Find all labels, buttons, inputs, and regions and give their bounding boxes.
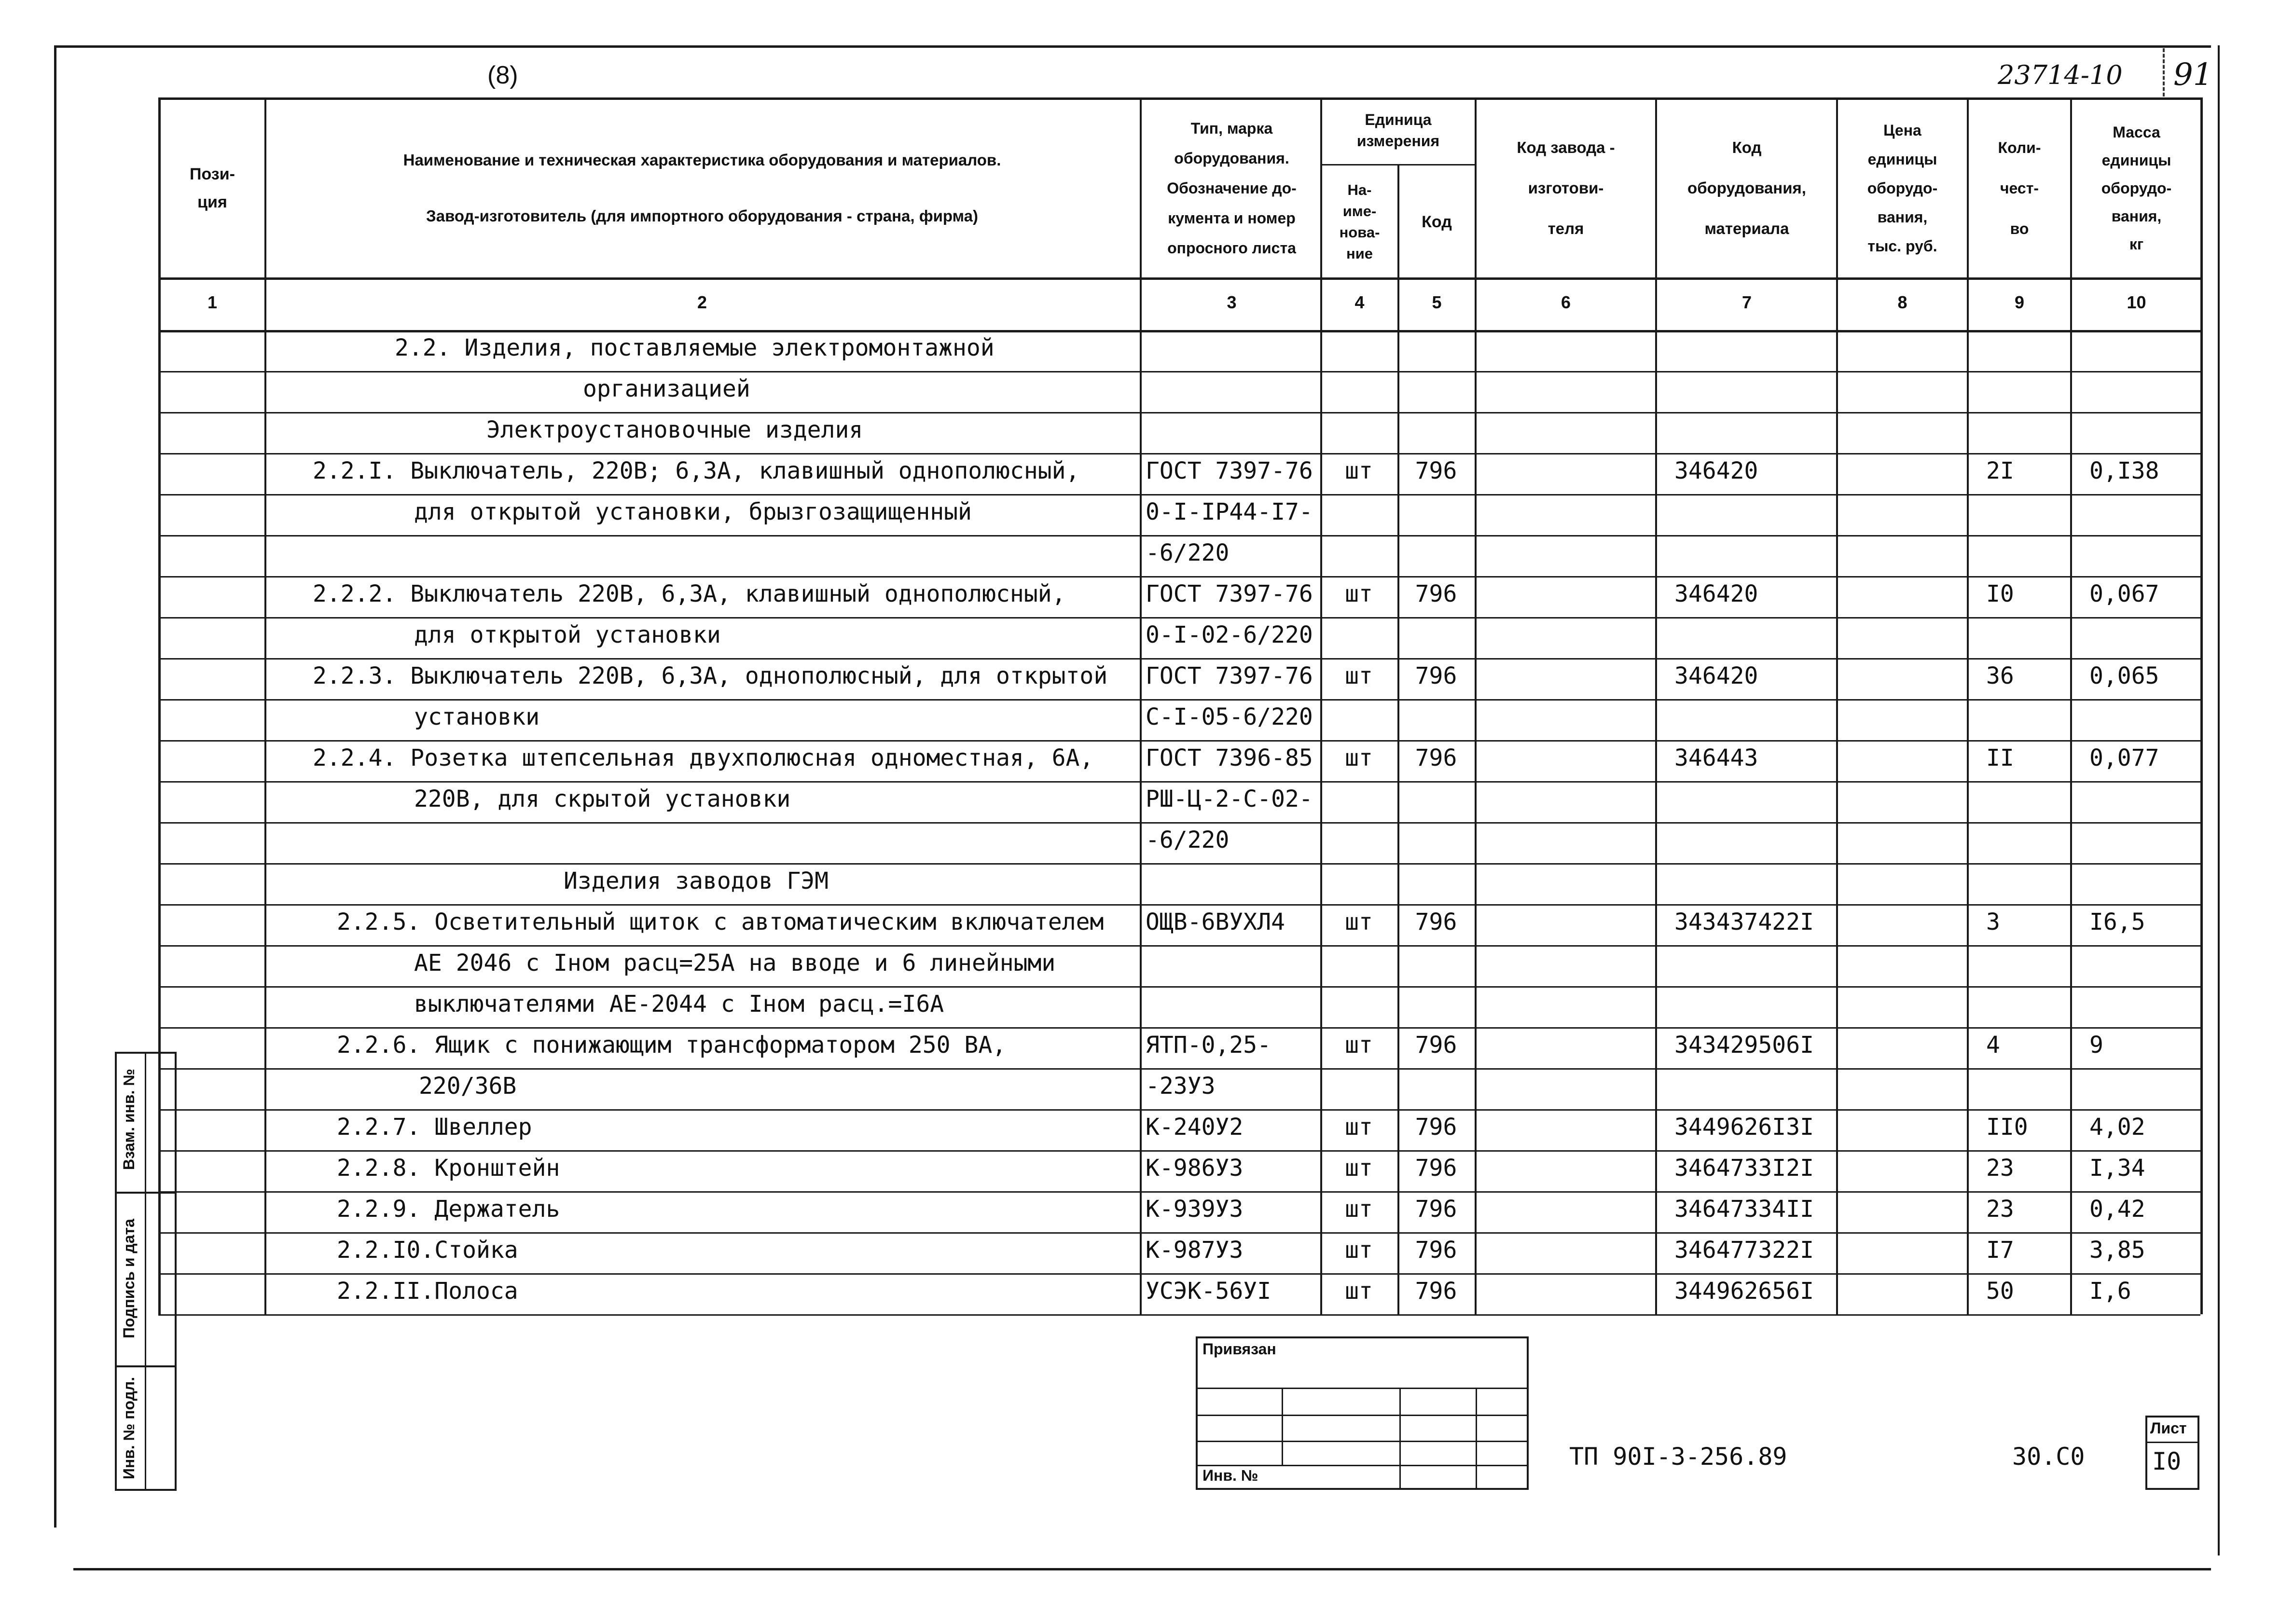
table-grid-line [158,740,2200,742]
cell-name: 2.2.II.Полоса [337,1277,518,1305]
cell-code: 796 [1415,1195,1457,1223]
cell-type: РШ-Ц-2-С-02- [1146,785,1313,812]
table-grid-line [158,658,2200,660]
cell-item-code: 344962656I [1674,1277,1814,1305]
sheet-box-divider [2145,1442,2199,1443]
cell-qty: 23 [1986,1154,2014,1182]
cell-qty: II [1986,744,2014,771]
cell-mass: 0,067 [2089,580,2159,607]
cell-type: 0-I-02-6/220 [1146,621,1313,648]
cell-item-code: 346420 [1674,662,1758,689]
cell-name: 2.2.4. Розетка штепсельная двухполюсная одноместная, 6А, [313,744,1094,771]
cell-name: для открытой установки [414,621,721,648]
column-number: 8 [1897,292,1907,312]
cell-qty: 2I [1986,457,2014,484]
cell-code: 796 [1415,1154,1457,1182]
cell-code: 796 [1415,744,1457,771]
side-label-vzam: Взам. инв. № [120,1069,138,1170]
cell-mass: I6,5 [2089,908,2145,936]
cell-unit: шт [1345,457,1373,484]
cell-code: 796 [1415,457,1457,484]
cell-code: 796 [1415,1277,1457,1305]
cell-type: К-986У3 [1146,1154,1244,1182]
cell-mass: I,6 [2089,1277,2131,1305]
table-grid-line [158,371,2200,372]
cell-name: Электроустановочные изделия [486,416,863,443]
table-grid-line [1967,97,1969,1314]
doc-code: ТП 90I-3-256.89 [1569,1443,1787,1471]
cell-name: 2.2.6. Ящик с понижающим трансформатором 250 ВА, [337,1031,1007,1059]
column-number: 2 [697,292,707,312]
cell-qty: I7 [1986,1236,2014,1264]
cell-name: выключателями АЕ-2044 с Iном расц.=I6А [414,990,944,1018]
stamp-line [1196,1415,1529,1416]
cell-item-code: 343437422I [1674,908,1814,936]
cell-code: 796 [1415,1113,1457,1141]
cell-type: ГОСТ 7396-85 [1146,744,1313,771]
frame-left-line [54,45,56,1528]
table-grid-line [158,1027,2200,1029]
table-grid-line [158,863,2200,865]
cell-name: 2.2.8. Кронштейн [337,1154,560,1182]
table-grid-line [1475,97,1477,1314]
table-grid-line [158,1109,2200,1111]
cell-qty: 3 [1986,908,2000,936]
corner-box [2163,48,2168,96]
table-grid-line [158,1150,2200,1152]
cell-type: ГОСТ 7397-76 [1146,662,1313,689]
cell-code: 796 [1415,908,1457,936]
cell-name: организацией [583,375,750,402]
side-strip-divider [115,1365,177,1367]
cell-name: установки [414,703,540,730]
stamp-line [1196,1388,1529,1389]
cell-mass: 0,065 [2089,662,2159,689]
cell-type: К-987У3 [1146,1236,1244,1264]
cell-item-code: 343429506I [1674,1031,1814,1059]
header-unit-group: Единица измерения [1356,111,1440,150]
header-price: Цена единицы оборудо- вания, тыс. руб. [1867,122,1938,255]
handwritten-reference: 23714-10 [1998,60,2123,90]
table-grid-line [158,576,2200,578]
cell-item-code: 346420 [1674,580,1758,607]
column-number: 10 [2127,292,2146,312]
cell-name: 220В, для скрытой установки [414,785,791,812]
column-number: 7 [1741,292,1752,312]
column-number: 9 [2014,292,2025,312]
cell-unit: шт [1345,662,1373,689]
cell-type: -23У3 [1146,1072,1216,1100]
cell-unit: шт [1345,744,1373,771]
frame-bottom-line [73,1568,2211,1570]
cell-name: 2.2.I. Выключатель, 220В; 6,3А, клавишный однополюсный, [313,457,1080,484]
stamp-line [1476,1388,1477,1490]
header-mass: Масса единицы оборудо- вания, кг [2101,124,2172,253]
cell-mass: 0,42 [2089,1195,2145,1223]
cell-item-code: 346420 [1674,457,1758,484]
sheet-label: Лист [2150,1419,2187,1437]
cell-qty: 23 [1986,1195,2014,1223]
column-number: 1 [207,292,218,312]
cell-code: 796 [1415,1236,1457,1264]
cell-qty: 4 [1986,1031,2000,1059]
table-grid-line [1655,97,1657,1314]
cell-qty: I0 [1986,580,2014,607]
cell-unit: шт [1345,1113,1373,1141]
cell-unit: шт [1345,1195,1373,1223]
table-grid-line [158,904,2200,906]
sheet-top-number: (8) [487,61,518,89]
frame-top-line [54,45,2211,48]
header-unit-name: На- име- нова- ние [1339,181,1380,262]
table-grid-line [158,822,2200,824]
cell-name: 2.2.I0.Стойка [337,1236,518,1264]
cell-unit: шт [1345,1236,1373,1264]
cell-mass: 9 [2089,1031,2103,1059]
cell-name: 220/36В [419,1072,517,1100]
cell-name: Изделия заводов ГЭМ [564,867,829,895]
table-grid-line [158,1068,2200,1070]
cell-type: ОЩВ-6ВУХЛ4 [1146,908,1285,936]
section-code: 30.С0 [2012,1443,2085,1471]
cell-name: 2.2. Изделия, поставляемые электромонтажной [395,334,995,361]
cell-item-code: 346443 [1674,744,1758,771]
frame-right-line [2218,45,2220,1555]
table-grid-line [158,1273,2200,1275]
inv-label: Инв. № [1202,1467,1258,1484]
column-number: 5 [1432,292,1442,312]
table-grid-line [158,1191,2200,1193]
table-grid-line [158,699,2200,701]
cell-type: -6/220 [1146,539,1230,566]
cell-type: ГОСТ 7397-76 [1146,580,1313,607]
stamp-line [1196,1465,1529,1466]
cell-type: 0-I-IP44-I7- [1146,498,1313,525]
cell-qty: 36 [1986,662,2014,689]
table-grid-line [264,97,266,1314]
cell-unit: шт [1345,1277,1373,1305]
linked-label: Привязан [1202,1340,1276,1358]
header-factory-code: Код завода - изготови- теля [1517,138,1615,237]
cell-qty: II0 [1986,1113,2028,1141]
cell-unit: шт [1345,580,1373,607]
cell-type: С-I-05-6/220 [1146,703,1313,730]
header-equipment-code: Код оборудования, материала [1687,138,1806,237]
header-position: Пози- ция [190,165,235,211]
cell-name: 2.2.5. Осветительный щиток с автоматическим включателем [337,908,1104,936]
table-grid-line [158,277,2200,280]
stamp-line [1399,1388,1401,1490]
column-number: 3 [1227,292,1237,312]
cell-name: 2.2.9. Держатель [337,1195,560,1223]
cell-name: для открытой установки, брызгозащищенный [414,498,972,525]
table-grid-line [158,330,2200,332]
header-quantity: Коли- чест- во [1998,139,2041,237]
cell-unit: шт [1345,1154,1373,1182]
cell-name: 2.2.7. Швеллер [337,1113,532,1141]
cell-type: УСЭК-56УI [1146,1277,1271,1305]
cell-type: К-939У3 [1146,1195,1244,1223]
cell-mass: 0,I38 [2089,457,2159,484]
cell-name: 2.2.3. Выключатель 220В, 6,3А, однополюсный, для открытой [313,662,1108,689]
cell-unit: шт [1345,908,1373,936]
sheet-number: I0 [2152,1447,2182,1475]
table-grid-line [158,535,2200,537]
cell-item-code: 34647334II [1674,1195,1814,1223]
side-label-inv-podl: Инв. № подл. [120,1376,138,1480]
cell-item-code: 346477322I [1674,1236,1814,1264]
table-grid-line [158,1314,2200,1316]
cell-item-code: 3449626I3I [1674,1113,1814,1141]
cell-type: ГОСТ 7397-76 [1146,457,1313,484]
table-grid-line [1397,164,1399,1314]
corner-number: 91 [2173,57,2213,93]
column-number: 4 [1354,292,1365,312]
column-number: 6 [1561,292,1571,312]
stamp-line [1196,1441,1529,1442]
table-grid-line [158,781,2200,783]
cell-code: 796 [1415,662,1457,689]
cell-mass: 0,077 [2089,744,2159,771]
cell-unit: шт [1345,1031,1373,1059]
table-grid-line [158,986,2200,988]
table-grid-line [158,494,2200,495]
table-grid-line [158,453,2200,454]
table-grid-line [158,412,2200,413]
table-grid-line [158,945,2200,947]
cell-name: АЕ 2046 с Iном расц=25А на вводе и 6 линейными [414,949,1056,977]
side-label-sign-date: Подпись и дата [120,1219,138,1338]
table-grid-line [158,617,2200,619]
table-grid-line [158,1232,2200,1234]
cell-code: 796 [1415,580,1457,607]
cell-mass: 4,02 [2089,1113,2145,1141]
side-strip-divider [145,1052,146,1491]
header-name: Наименование и техническая характеристика оборудования и материалов. Завод-изготовитель (для импортного оборудования - страна, фирма) [403,151,1001,225]
cell-type: ЯТП-0,25- [1146,1031,1271,1059]
side-strip-divider [115,1192,177,1194]
header-unit-code: Код [1422,213,1452,231]
stamp-line [1282,1388,1283,1465]
cell-code: 796 [1415,1031,1457,1059]
cell-item-code: 3464733I2I [1674,1154,1814,1182]
header-type: Тип, марка оборудования. Обозначение до- кумента и номер опросного листа [1167,120,1297,257]
cell-mass: I,34 [2089,1154,2145,1182]
cell-mass: 3,85 [2089,1236,2145,1264]
cell-type: К-240У2 [1146,1113,1244,1141]
cell-name: 2.2.2. Выключатель 220В, 6,3А, клавишный однополюсный, [313,580,1066,607]
cell-type: -6/220 [1146,826,1230,853]
cell-qty: 50 [1986,1277,2014,1305]
